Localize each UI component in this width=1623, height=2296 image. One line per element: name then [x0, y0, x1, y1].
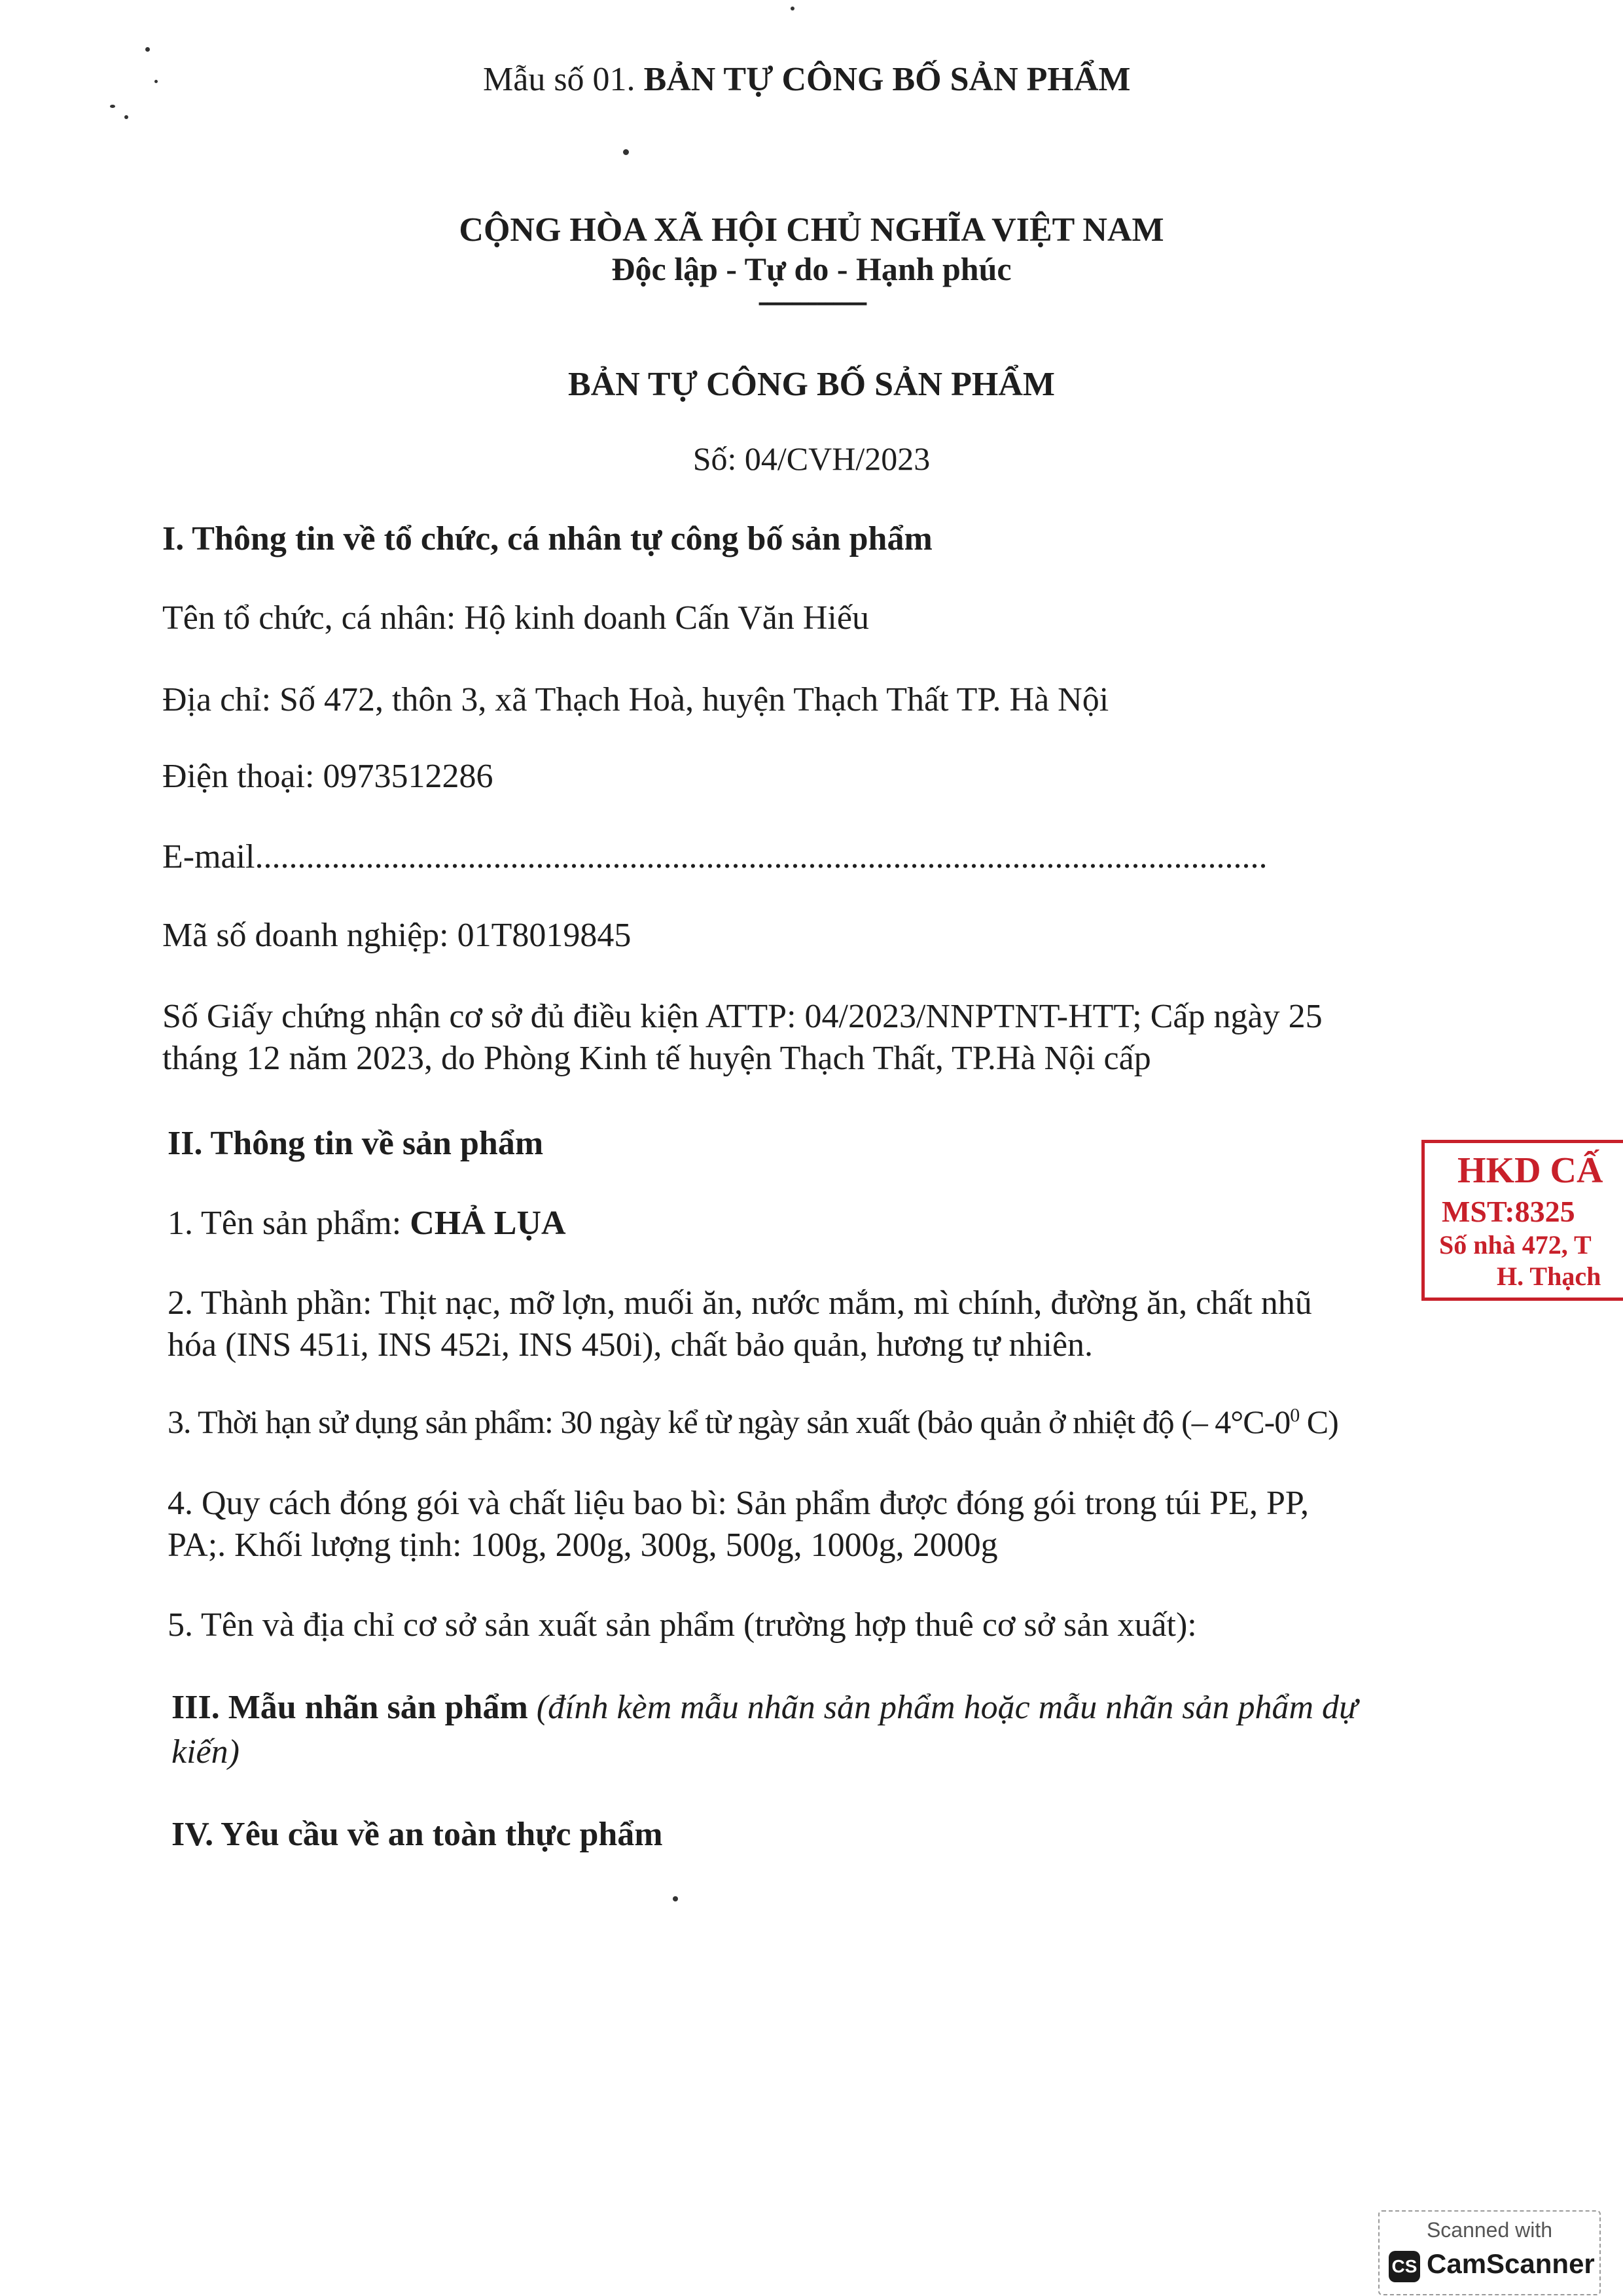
form-header-prefix: Mẫu số 01. — [483, 61, 635, 98]
packaging-line-2: PA;. Khối lượng tịnh: 100g, 200g, 300g, 500g, 1000g, 2000g — [168, 1527, 998, 1564]
section3-note: (đính kèm mẫu nhãn sản phẩm hoặc mẫu nhãn sản phẩm dự — [536, 1689, 1358, 1726]
section4-heading: IV. Yêu cầu về an toàn thực phẩm — [171, 1816, 663, 1853]
document-title: BẢN TỰ CÔNG BỐ SẢN PHẨM — [568, 366, 1055, 403]
scan-speck — [124, 115, 128, 119]
stamp-line-3: Số nhà 472, T — [1439, 1230, 1592, 1260]
phone-line: Điện thoại: 0973512286 — [162, 758, 493, 795]
camscanner-logo-icon: CS — [1389, 2251, 1420, 2282]
camscanner-watermark — [1378, 2210, 1601, 2295]
scan-speck — [110, 105, 115, 108]
scan-speck — [673, 1896, 678, 1901]
stamp-line-2: MST:8325 — [1442, 1195, 1575, 1228]
manufacturer-line: 5. Tên và địa chỉ cơ sở sản xuất sản phẩm (trường hợp thuê cơ sở sản xuất): — [168, 1606, 1197, 1644]
certificate-line-1: Số Giấy chứng nhận cơ sở đủ điều kiện ATTP: 04/2023/NNPTNT-HTT; Cấp ngày 25 — [162, 998, 1323, 1035]
scan-speck — [791, 7, 794, 10]
scan-speck — [154, 80, 158, 83]
shelf-life-text: 3. Thời hạn sử dụng sản phẩm: 30 ngày kể từ ngày sản xuất (bảo quản ở nhiệt độ (– 4°C-0 — [168, 1404, 1291, 1440]
certificate-line-2: tháng 12 năm 2023, do Phòng Kinh tế huyện Thạch Thất, TP.Hà Nội cấp — [162, 1040, 1151, 1077]
product-name-value: CHẢ LỤA — [410, 1205, 566, 1242]
form-header-title: BẢN TỰ CÔNG BỐ SẢN PHẨM — [643, 61, 1131, 98]
stamp-line-1: HKD CẤ — [1457, 1150, 1603, 1191]
org-name-line: Tên tổ chức, cá nhân: Hộ kinh doanh Cấn Văn Hiếu — [162, 599, 869, 637]
document-number: Số: 04/CVH/2023 — [692, 440, 931, 477]
shelf-life-end: C) — [1299, 1404, 1338, 1440]
address-line: Địa chỉ: Số 472, thôn 3, xã Thạch Hoà, huyện Thạch Thất TP. Hà Nội — [162, 681, 1109, 718]
shelf-life-superscript: 0 — [1290, 1404, 1300, 1426]
shelf-life-line — [168, 1403, 1338, 1441]
packaging-line-1: 4. Quy cách đóng gói và chất liệu bao bì: Sản phẩm được đóng gói trong túi PE, PP, — [168, 1485, 1310, 1522]
form-header — [483, 60, 1130, 99]
national-header-motto: Độc lập - Tự do - Hạnh phúc — [611, 251, 1012, 287]
section1-heading: I. Thông tin về tổ chức, cá nhân tự công bố sản phẩm — [162, 520, 933, 557]
ingredients-line-2: hóa (INS 451i, INS 452i, INS 450i), chất bảo quản, hương tự nhiên. — [168, 1326, 1094, 1364]
watermark-brand: CamScanner — [1427, 2248, 1595, 2279]
national-header-divider: ------------- — [757, 282, 866, 319]
scan-speck — [145, 47, 150, 52]
red-stamp — [1421, 1140, 1623, 1301]
product-name-line — [168, 1204, 566, 1243]
section3-line-1 — [171, 1688, 1357, 1727]
email-line: E-mail....................................................................................................................... — [162, 838, 1268, 875]
section3-heading: III. Mẫu nhãn sản phẩm — [171, 1689, 528, 1726]
tax-code-line: Mã số doanh nghiệp: 01T8019845 — [162, 917, 632, 954]
ingredients-line-1: 2. Thành phần: Thịt nạc, mỡ lợn, muối ăn, nước mắm, mì chính, đường ăn, chất nhũ — [168, 1284, 1312, 1322]
scan-speck — [623, 149, 629, 155]
national-header-country: CỘNG HÒA XÃ HỘI CHỦ NGHĨA VIỆT NAM — [459, 211, 1164, 249]
stamp-line-4: H. Thạch — [1497, 1262, 1601, 1291]
product-name-label: 1. Tên sản phẩm: — [168, 1205, 402, 1242]
section3-line-2: kiến) — [171, 1733, 240, 1771]
watermark-caption: Scanned with — [1426, 2218, 1553, 2242]
section2-heading: II. Thông tin về sản phẩm — [168, 1125, 544, 1162]
